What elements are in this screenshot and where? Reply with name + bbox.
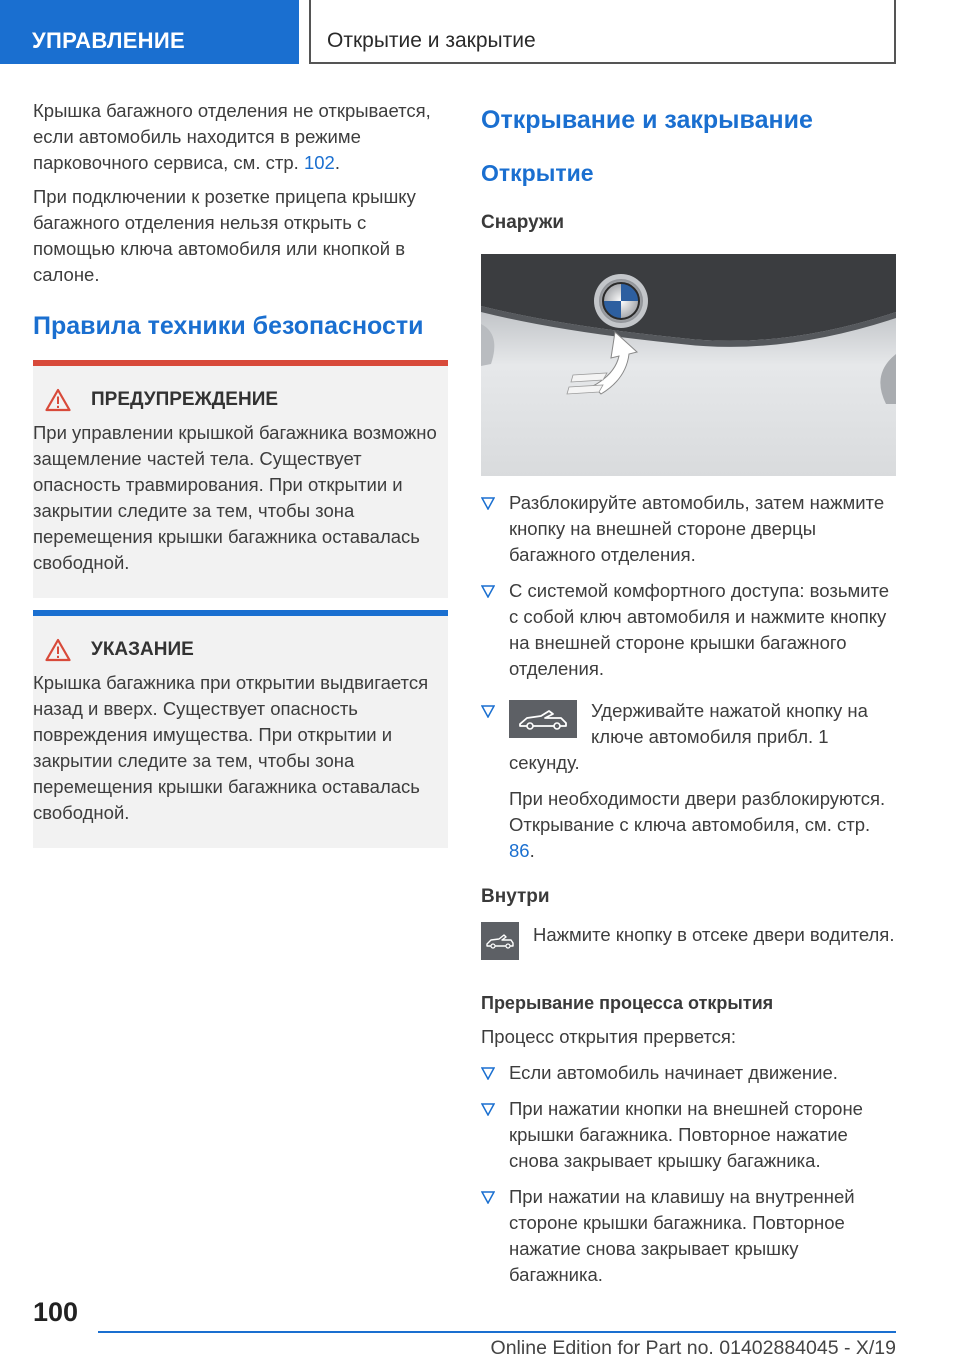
warning-title-row bbox=[33, 384, 448, 416]
subsection-header bbox=[311, 0, 896, 64]
door-trunk-button-icon bbox=[481, 922, 519, 960]
note-title: УКАЗАНИЕ bbox=[91, 639, 194, 660]
header-divider bbox=[309, 0, 311, 64]
bullet-triangle-icon bbox=[481, 1191, 495, 1204]
open-close-title: Открывание и закрывание bbox=[481, 106, 813, 134]
inside-text: Нажмите кнопку в отсеке двери водителя. bbox=[533, 924, 895, 945]
bullet-comfort-access-text: С системой комфортного доступа: возьмите с собой ключ автомобиля и нажмите кнопку на внешней стороне крышки багажного отделения. bbox=[509, 580, 890, 679]
list-item bbox=[481, 1184, 896, 1288]
page-link-102[interactable]: 102 bbox=[303, 152, 335, 173]
key-unlock-end: . bbox=[529, 840, 535, 861]
footer-rule bbox=[98, 1331, 896, 1333]
valet-end: . bbox=[334, 152, 340, 173]
warning-text: При управлении крышкой багажника возможно защемление частей тела. Существует опасность травмирования. При открытии и закрытии следите за тем, чтобы зона перемещения крышки багажника оставалась свободной. bbox=[33, 422, 437, 573]
note-box bbox=[33, 610, 448, 848]
key-trunk-button-icon bbox=[509, 700, 577, 738]
note-text: Крышка багажника при открытии выдвигается назад и вверх. Существует опасность повреждения имущества. При открытии и закрытии следите за тем, чтобы зона перемещения крышки багажника оставалась свободной. bbox=[33, 672, 429, 823]
right-column bbox=[481, 98, 896, 1288]
bullet-triangle-icon bbox=[481, 585, 495, 598]
footer-edition: Online Edition for Part no. 01402884045 - X/19 bbox=[490, 1337, 896, 1359]
page-number: 100 bbox=[33, 1297, 79, 1327]
list-item bbox=[481, 698, 896, 864]
left-column bbox=[33, 98, 448, 848]
subsection-title: Открытие и закрытие bbox=[327, 29, 536, 52]
list-item bbox=[481, 1096, 896, 1174]
list-item bbox=[481, 490, 896, 568]
paragraph-trailer: При подключении к розетке прицепа крышку багажного отделения нельзя открыть с помощью ключа автомобиля или кнопкой в салоне. bbox=[33, 186, 416, 285]
outside-heading: Снаружи bbox=[481, 212, 565, 233]
interrupt-heading: Прерывание процесса открытия bbox=[481, 993, 774, 1013]
note-body bbox=[33, 666, 448, 826]
bullet-triangle-icon bbox=[481, 705, 495, 718]
bullet-unlock-text: Разблокируйте автомобиль, затем нажмите кнопку на внешней стороне дверцы багажного отделения. bbox=[509, 492, 885, 565]
section-title: УПРАВЛЕНИЕ bbox=[32, 28, 185, 53]
warning-box bbox=[33, 360, 448, 598]
key-unlock-text: При необходимости двери разблокируются. Открывание с ключа автомобиля, см. стр. bbox=[509, 788, 886, 835]
safety-heading: Правила техники безопасности bbox=[33, 312, 424, 340]
inside-instruction bbox=[481, 922, 896, 960]
bullet-key-hold-text: Удерживайте нажатой кнопку на ключе автомобиля прибл. 1 секунду. bbox=[509, 700, 868, 773]
interrupt-inner-button-text: При нажатии на клавишу на внутренней стороне крышки багажника. Повторное нажатие снова закрывает крышку багажника. bbox=[509, 1186, 855, 1285]
inside-heading: Внутри bbox=[481, 886, 550, 907]
page-link-86[interactable]: 86 bbox=[509, 840, 530, 861]
bullet-triangle-icon bbox=[481, 1067, 495, 1080]
warning-title: ПРЕДУПРЕЖДЕНИЕ bbox=[91, 389, 279, 410]
interrupt-intro: Процесс открытия прервется: bbox=[481, 1026, 737, 1047]
warning-body bbox=[33, 416, 448, 576]
trunk-photo bbox=[481, 254, 896, 476]
list-item bbox=[481, 1060, 896, 1086]
section-tab bbox=[0, 0, 299, 64]
note-title-row bbox=[33, 634, 448, 666]
trunk-button-illustration bbox=[481, 254, 896, 476]
valet-text: Крышка багажного отделения не открывается, если автомобиль находится в режиме парковочного сервиса, см. стр. bbox=[33, 100, 431, 173]
warning-triangle-icon bbox=[45, 388, 71, 412]
interrupt-moving-text: Если автомобиль начинает движение. bbox=[509, 1062, 838, 1083]
bullet-triangle-icon bbox=[481, 1103, 495, 1116]
bullet-triangle-icon bbox=[481, 497, 495, 510]
paragraph-valet bbox=[33, 98, 448, 176]
list-item bbox=[481, 578, 896, 682]
bullet-key-unlock-text bbox=[509, 786, 896, 864]
opening-heading: Открытие bbox=[481, 160, 594, 186]
caution-triangle-icon bbox=[45, 638, 71, 662]
interrupt-outer-button-text: При нажатии кнопки на внешней стороне крышки багажника. Повторное нажатие снова закрывает крышку багажника. bbox=[509, 1098, 863, 1171]
